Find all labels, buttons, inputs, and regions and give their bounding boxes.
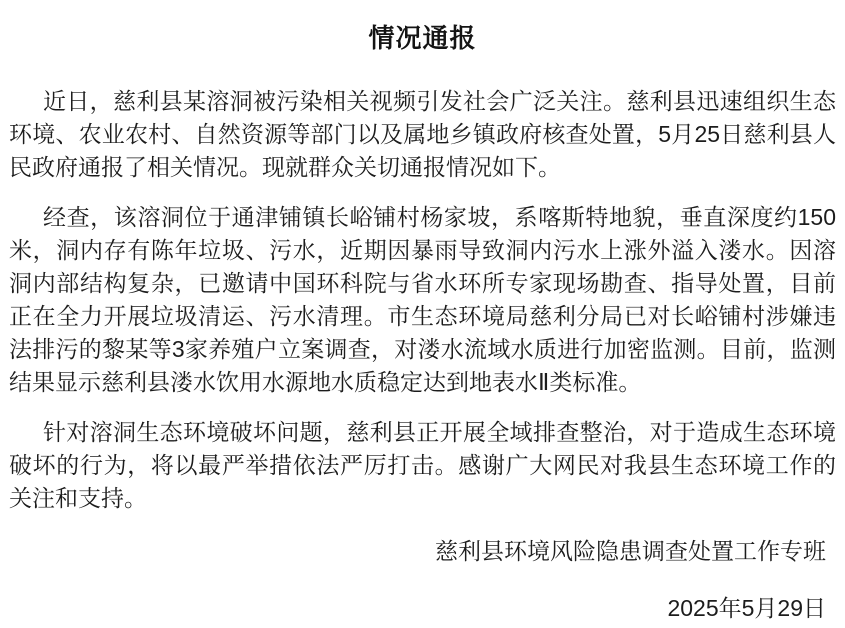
document-body [9, 85, 836, 515]
paragraph-investigation: 经查，该溶洞位于通津铺镇长峪铺村杨家坡，系喀斯特地貌，垂直深度约150米，洞内存有陈年垃圾、污水，近期因暴雨导致洞内污水上涨外溢入溇水。因溶洞内部结构复杂，已邀请中国环科院与省水环所专家现场勘查、指导处置，目前正在全力开展垃圾清运、污水清理。市生态环境局慈利分局已对长峪铺村涉嫌违法排污的黎某等3家养殖户立案调查，对溇水流域水质进行加密监测。目前，监测结果显示慈利县溇水饮用水源地水质稳定达到地表水Ⅱ类标准。 [9, 204, 836, 395]
paragraph-intro: 近日，慈利县某溶洞被污染相关视频引发社会广泛关注。慈利县迅速组织生态环境、农业农村、自然资源等部门以及属地乡镇政府核查处置，5月25日慈利县人民政府通报了相关情况。现就群众关切通报情况如下。 [9, 88, 836, 180]
paragraph-action: 针对溶洞生态环境破坏问题，慈利县正开展全域排查整治，对于造成生态环境破坏的行为，将以最严举措依法严厉打击。感谢广大网民对我县生态环境工作的关注和支持。 [9, 419, 836, 511]
document-title-text: 情况通报 [368, 23, 477, 53]
document-date: 2025年5月29日 [667, 595, 826, 621]
document-title [9, 0, 836, 55]
signature: 慈利县环境风险隐患调查处置工作专班 [435, 538, 826, 564]
